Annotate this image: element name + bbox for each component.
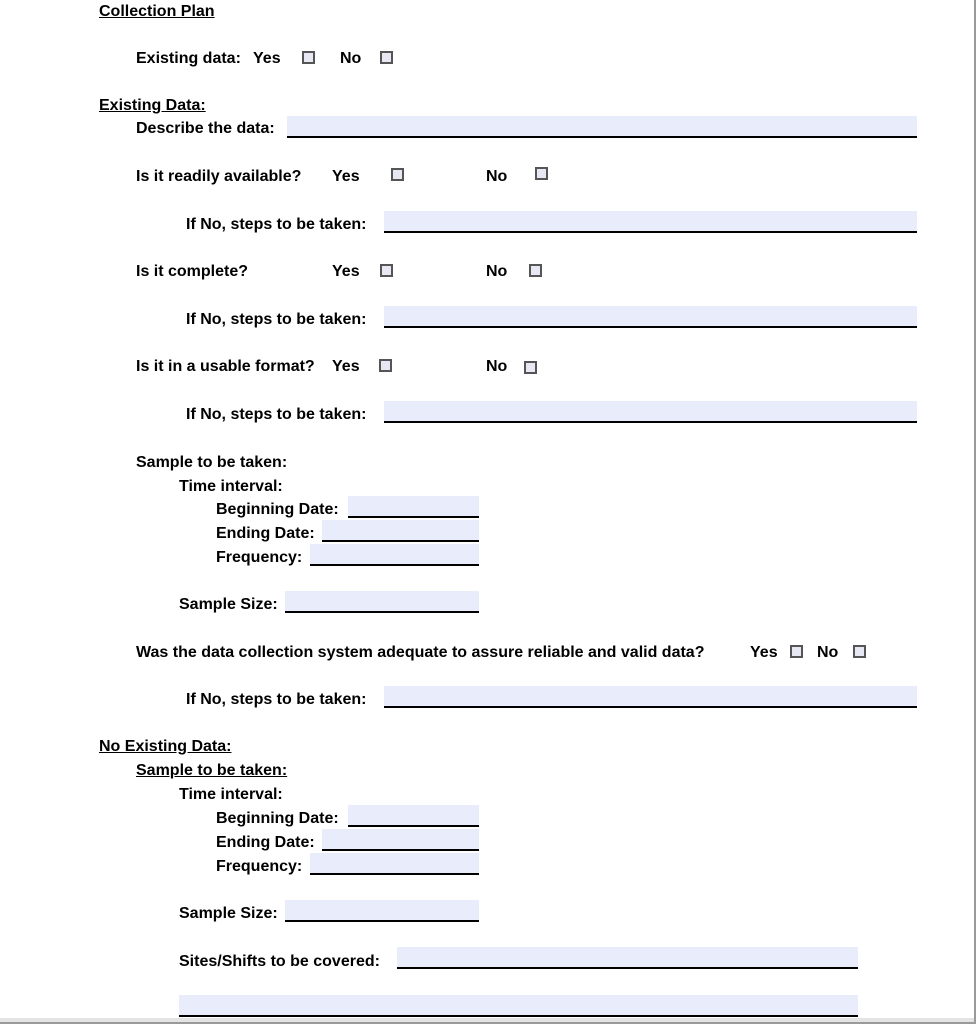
usable-steps-field[interactable] — [384, 401, 917, 423]
existing-data-label: Existing data: — [136, 50, 241, 67]
adequate-question: Was the data collection system adequate to assure reliable and valid data? — [136, 644, 705, 661]
existing-data-heading: Existing Data: — [99, 97, 206, 114]
available-yes-checkbox[interactable] — [391, 168, 404, 181]
available-no-label: No — [486, 168, 508, 185]
existing-data-no-label: No — [340, 50, 362, 67]
existing-data-yes-checkbox[interactable] — [302, 51, 315, 64]
time-interval-label: Time interval: — [179, 478, 283, 495]
no-existing-frequency-field[interactable] — [310, 853, 479, 875]
no-existing-data-heading: No Existing Data: — [99, 738, 232, 755]
complete-yes-label: Yes — [332, 263, 360, 280]
sites-shifts-field[interactable] — [397, 947, 858, 969]
sample-size-label: Sample Size: — [179, 596, 278, 613]
sites-shifts-field-continued[interactable] — [179, 995, 858, 1017]
sample-heading: Sample to be taken: — [136, 454, 288, 471]
adequate-no-label: No — [817, 644, 839, 661]
no-existing-sample-heading: Sample to be taken: — [136, 762, 288, 779]
available-steps-label: If No, steps to be taken: — [186, 216, 367, 233]
complete-no-label: No — [486, 263, 508, 280]
describe-data-field[interactable] — [287, 116, 917, 138]
sites-shifts-label: Sites/Shifts to be covered: — [179, 953, 380, 970]
usable-no-label: No — [486, 358, 508, 375]
sample-size-field[interactable] — [285, 591, 479, 613]
no-existing-ending-date-label: Ending Date: — [216, 834, 315, 851]
usable-question: Is it in a usable format? — [136, 358, 315, 375]
complete-question: Is it complete? — [136, 263, 249, 280]
no-existing-beginning-date-field[interactable] — [348, 805, 479, 827]
available-yes-label: Yes — [332, 168, 360, 185]
complete-yes-checkbox[interactable] — [380, 264, 393, 277]
complete-steps-field[interactable] — [384, 306, 917, 328]
available-no-checkbox[interactable] — [535, 167, 548, 180]
complete-no-checkbox[interactable] — [529, 264, 542, 277]
adequate-no-checkbox[interactable] — [853, 645, 866, 658]
beginning-date-field[interactable] — [348, 496, 479, 518]
complete-steps-label: If No, steps to be taken: — [186, 311, 367, 328]
no-existing-beginning-date-label: Beginning Date: — [216, 810, 339, 827]
beginning-date-label: Beginning Date: — [216, 501, 339, 518]
frequency-label: Frequency: — [216, 549, 303, 566]
no-existing-sample-size-field[interactable] — [285, 900, 479, 922]
existing-data-yes-label: Yes — [253, 50, 281, 67]
no-existing-sample-size-label: Sample Size: — [179, 905, 278, 922]
frequency-field[interactable] — [310, 544, 479, 566]
adequate-yes-checkbox[interactable] — [790, 645, 803, 658]
page-title: Collection Plan — [99, 3, 215, 20]
available-question: Is it readily available? — [136, 168, 302, 185]
adequate-yes-label: Yes — [750, 644, 778, 661]
no-existing-frequency-label: Frequency: — [216, 858, 303, 875]
usable-steps-label: If No, steps to be taken: — [186, 406, 367, 423]
adequate-steps-label: If No, steps to be taken: — [186, 691, 367, 708]
adequate-steps-field[interactable] — [384, 686, 917, 708]
existing-data-no-checkbox[interactable] — [380, 51, 393, 64]
available-steps-field[interactable] — [384, 211, 917, 233]
usable-yes-label: Yes — [332, 358, 360, 375]
ending-date-label: Ending Date: — [216, 525, 315, 542]
usable-yes-checkbox[interactable] — [379, 359, 392, 372]
ending-date-field[interactable] — [322, 520, 479, 542]
no-existing-ending-date-field[interactable] — [322, 829, 479, 851]
usable-no-checkbox[interactable] — [524, 361, 537, 374]
no-existing-time-interval-label: Time interval: — [179, 786, 283, 803]
describe-data-label: Describe the data: — [136, 120, 275, 137]
